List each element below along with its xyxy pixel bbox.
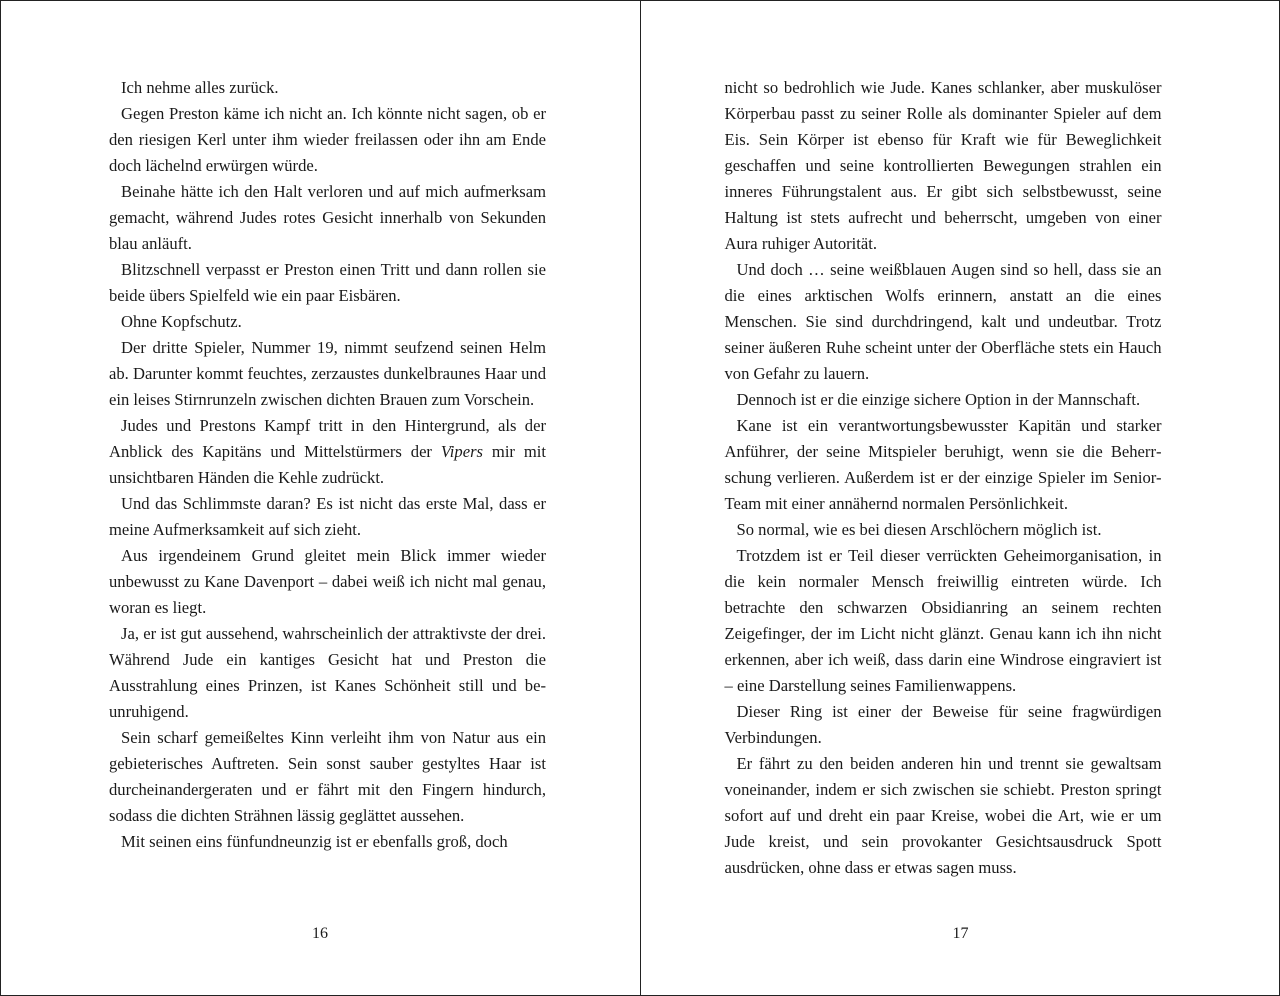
right-page-text <box>725 75 1162 881</box>
paragraph: So normal, wie es bei diesen Arschlöchern möglich ist. <box>736 520 1102 539</box>
paragraph <box>109 413 546 491</box>
paragraph: Kane ist ein verantwortungsbewusster Kapitän und starker Anführer, der seine Mitspieler beruhigt, wenn sie die Beherrschung verlieren. Außerdem ist er der einzige Spieler im Senior-Team mit einer annähernd normalen Persönlichkeit. <box>724 416 1162 513</box>
paragraph: Blitzschnell verpasst er Preston einen Tritt und dann rollen sie beide übers Spielfeld wie ein paar Eisbären. <box>109 260 546 305</box>
paragraph: Dieser Ring ist einer der Beweise für seine fragwürdigen Verbindungen. <box>724 702 1162 747</box>
paragraph: Er fährt zu den beiden anderen hin und trennt sie gewaltsam voneinander, indem er sich zwischen sie schiebt. Preston springt sofort auf und dreht ein paar Kreise, wobei die Art, wie er um Jude kreist, und sein provokanter Gesichtsausdruck Spott ausdrücken, ohne dass er etwas sagen muss. <box>724 754 1162 877</box>
left-page-text <box>109 75 546 855</box>
paragraph-text: mir mit unsichtbaren Händen die Kehle zudrückt. <box>109 442 546 487</box>
paragraph: Gegen Preston käme ich nicht an. Ich könnte nicht sagen, ob er den riesigen Kerl unter ihm wieder freilassen oder ihn am Ende doch lächelnd erwürgen würde. <box>109 104 546 175</box>
paragraph: Dennoch ist er die einzige sichere Option in der Mannschaft. <box>736 390 1141 409</box>
paragraph: Und das Schlimmste daran? Es ist nicht das erste Mal, dass er meine Aufmerksamkeit auf sich zieht. <box>109 494 546 539</box>
paragraph: Und doch … seine weißblauen Augen sind so hell, dass sie an die eines arktischen Wolfs erinnern, anstatt an die eines Menschen. Sie sind durchdringend, kalt und undeutbar. Trotz seiner äußeren Ruhe scheint unter der Oberfläche stets ein Hauch von Gefahr zu lauern. <box>724 260 1162 383</box>
right-page <box>641 1 1280 995</box>
paragraph: Aus irgendeinem Grund gleitet mein Blick immer wieder unbewusst zu Kane Davenport – dabei weiß ich nicht mal genau, woran es liegt. <box>109 546 546 617</box>
paragraph: Ja, er ist gut aussehend, wahrscheinlich der attraktivste der drei. Während Jude ein kantiges Gesicht hat und Preston die Ausstrahlung eines Prinzen, ist Kanes Schönheit still und beunruhigend. <box>109 624 546 721</box>
left-page <box>1 1 641 995</box>
team-name-italic: Vipers <box>440 442 483 461</box>
paragraph-text: Judes und Prestons Kampf tritt in den Hintergrund, als der Anblick des Kapitäns und Mittelstürmers der <box>109 416 546 461</box>
paragraph: Sein scharf gemeißeltes Kinn verleiht ihm von Natur aus ein gebieterisches Auftreten. Sein sonst sauber gestyltes Haar ist durcheinandergeraten und er fährt mit den Fingern hindurch, sodass die dichten Strähnen lässig geglättet aussehen. <box>109 728 546 825</box>
paragraph: Ich nehme alles zurück. <box>121 78 279 97</box>
paragraph: nicht so bedrohlich wie Jude. Kanes schlanker, aber muskulöser Körperbau passt zu seiner Rolle als dominanter Spieler auf dem Eis. Sein Körper ist ebenso für Kraft wie für Beweglichkeit geschaffen und seine kontrollierten Bewegungen strahlen ein inneres Führungstalent aus. Er gibt sich selbstbewusst, seine Haltung ist stets aufrecht und beherrscht, umgeben von einer Aura ruhiger Autorität. <box>724 78 1162 253</box>
paragraph: Trotzdem ist er Teil dieser verrückten Geheimorganisation, in die kein normaler Mensch freiwillig eintreten würde. Ich betrachte den schwarzen Obsidianring an seinem rechten Zeigefinger, der im Licht nicht glänzt. Genau kann ich ihn nicht erkennen, aber ich weiß, dass darin eine Windrose eingraviert ist – eine Darstellung seines Familienwappens. <box>724 546 1162 695</box>
paragraph: Ohne Kopfschutz. <box>121 312 242 331</box>
paragraph: Der dritte Spieler, Nummer 19, nimmt seufzend seinen Helm ab. Darunter kommt feuchtes, zerzaustes dunkelbraunes Haar und ein leises Stirnrunzeln zwischen dichten Brauen zum Vorschein. <box>109 338 546 409</box>
paragraph: Beinahe hätte ich den Halt verloren und auf mich aufmerksam gemacht, während Judes rotes Gesicht innerhalb von Sekunden blau anläuft. <box>109 182 546 253</box>
paragraph: Mit seinen eins fünfundneunzig ist er ebenfalls groß, doch <box>121 832 508 851</box>
page-number: 16 <box>312 925 328 942</box>
page-number: 17 <box>952 925 969 942</box>
